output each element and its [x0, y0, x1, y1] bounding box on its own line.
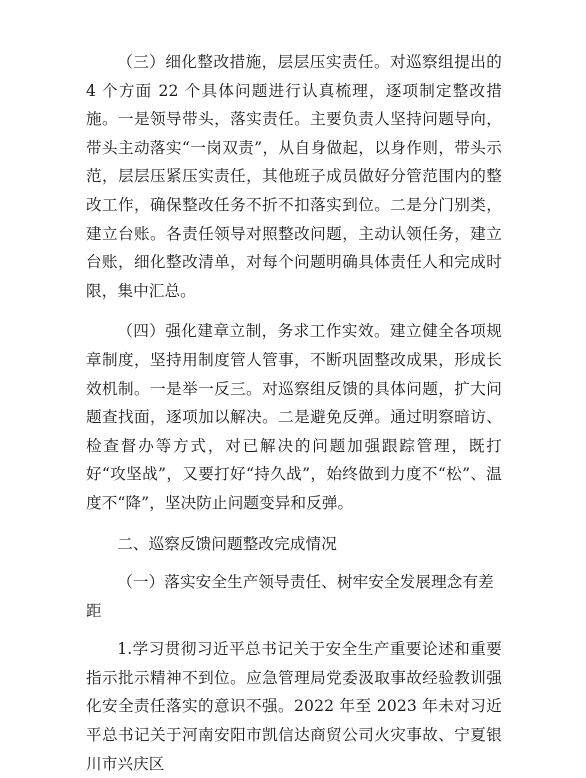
paragraph-rules-system: （四）强化建章立制，务求工作实效。建立健全各项规章制度，坚持用制度管人管事，不断巩固整改成果，形成长效机制。一是举一反三。对巡察组反馈的具体问题，扩大问题查找面，逐项加以解决。二是避免反弹。通过明察暗访、检查督办等方式，对已解决的问题加强跟踪管理，既打好“攻坚战”，又要打好“持久战”，始终做到力度不“松”、温度不“降”，坚决防止问题变异和反弹。	[86, 322, 502, 512]
paragraph-rectification-measures: （三）细化整改措施，层层压实责任。对巡察组提出的 4 个方面 22 个具体问题进行认真梳理，逐项制定整改措施。一是领导带头，落实责任。主要负责人坚持问题导向，带头主动落实“一岗双责”，从自身做起，以身作则，带头示范，层层压紧压实责任，其他班子成员做好分管范围内的整改工作，确保整改任务不折不扣落实到位。二是分门别类，建立台账。各责任领导对照整改问题，主动认领任务，建立台账，细化整改清单，对每个问题明确具体责任人和完成时限，集中汇总。	[86, 53, 502, 300]
sub-heading: （一）落实安全生产领导责任、树牢安全发展理念有差距	[86, 573, 494, 620]
document-body	[86, 48, 502, 778]
section-heading: 二、巡察反馈问题整改完成情况	[117, 534, 337, 553]
paragraph-item-1: 1.学习贯彻习近平总书记关于安全生产重要论述和重要指示批示精神不到位。应急管理局党委汲取事故经验教训强化安全责任落实的意识不强。2022 年至 2023 年未对习近平总书记关于河南安阳市凯信达商贸公司火灾事故、宁夏银川市兴庆区	[86, 640, 502, 773]
